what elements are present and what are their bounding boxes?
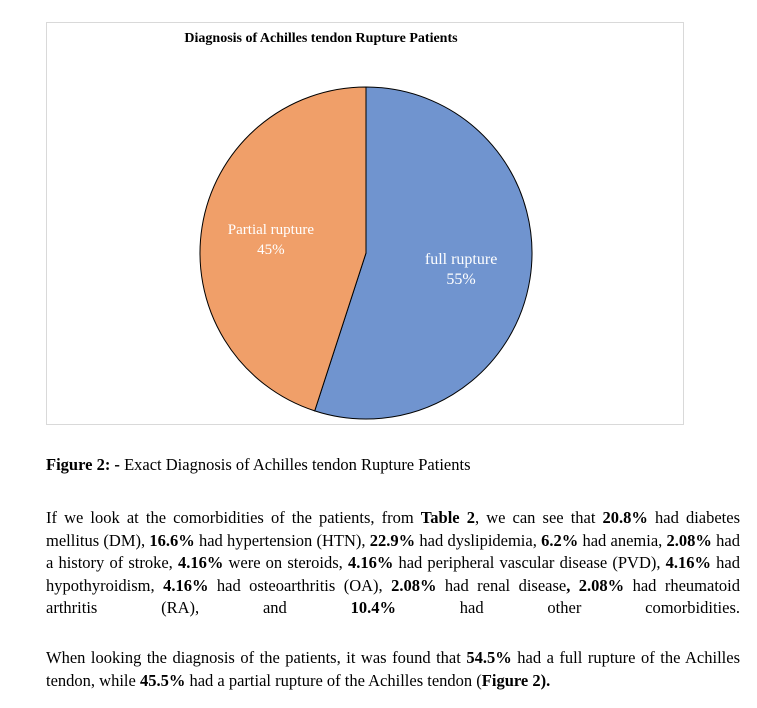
figure-caption [46, 455, 471, 475]
slice-label: Partial rupture [227, 221, 315, 238]
slice-label: full rupture [424, 251, 498, 269]
comorbidities-paragraph: If we look at the comorbidities of the patients, from Table 2, we can see that 20.8% had diabetes mellitus (DM), 16.6% had hypertension (HTN), 22.9% had dyslipidemia, 6.2% had anemia, 2.08% had a history of stroke, 4.16% were on steroids, 4.16% had peripheral vascular disease (PVD), 4.16% had hypothyroidism, 4.16% had osteoarthritis (OA), 2.08% had renal disease, 2.08% had rheumatoid arthritis (RA), and 10.4% had other comorbidities. [46, 508, 741, 618]
figure-label: Figure 2: - [46, 455, 120, 474]
figure-reference: Figure 2 [481, 670, 541, 690]
chart-container [46, 22, 684, 425]
table-reference: Table 2 [420, 508, 475, 527]
figure-caption-text: Exact Diagnosis of Achilles tendon Rupture Patients [124, 455, 471, 474]
pie-chart [47, 23, 685, 426]
chart-title: Diagnosis of Achilles tendon Rupture Patients [184, 31, 458, 46]
diagnosis-paragraph: When looking the diagnosis of the patients, it was found that 54.5% had a full rupture of the Achilles tendon, while 45.5% had a partial rupture of the Achilles tendon (Figure 2). [46, 648, 740, 690]
slice-value-label: 55% [446, 271, 476, 289]
slice-value-label: 45% [257, 241, 285, 258]
